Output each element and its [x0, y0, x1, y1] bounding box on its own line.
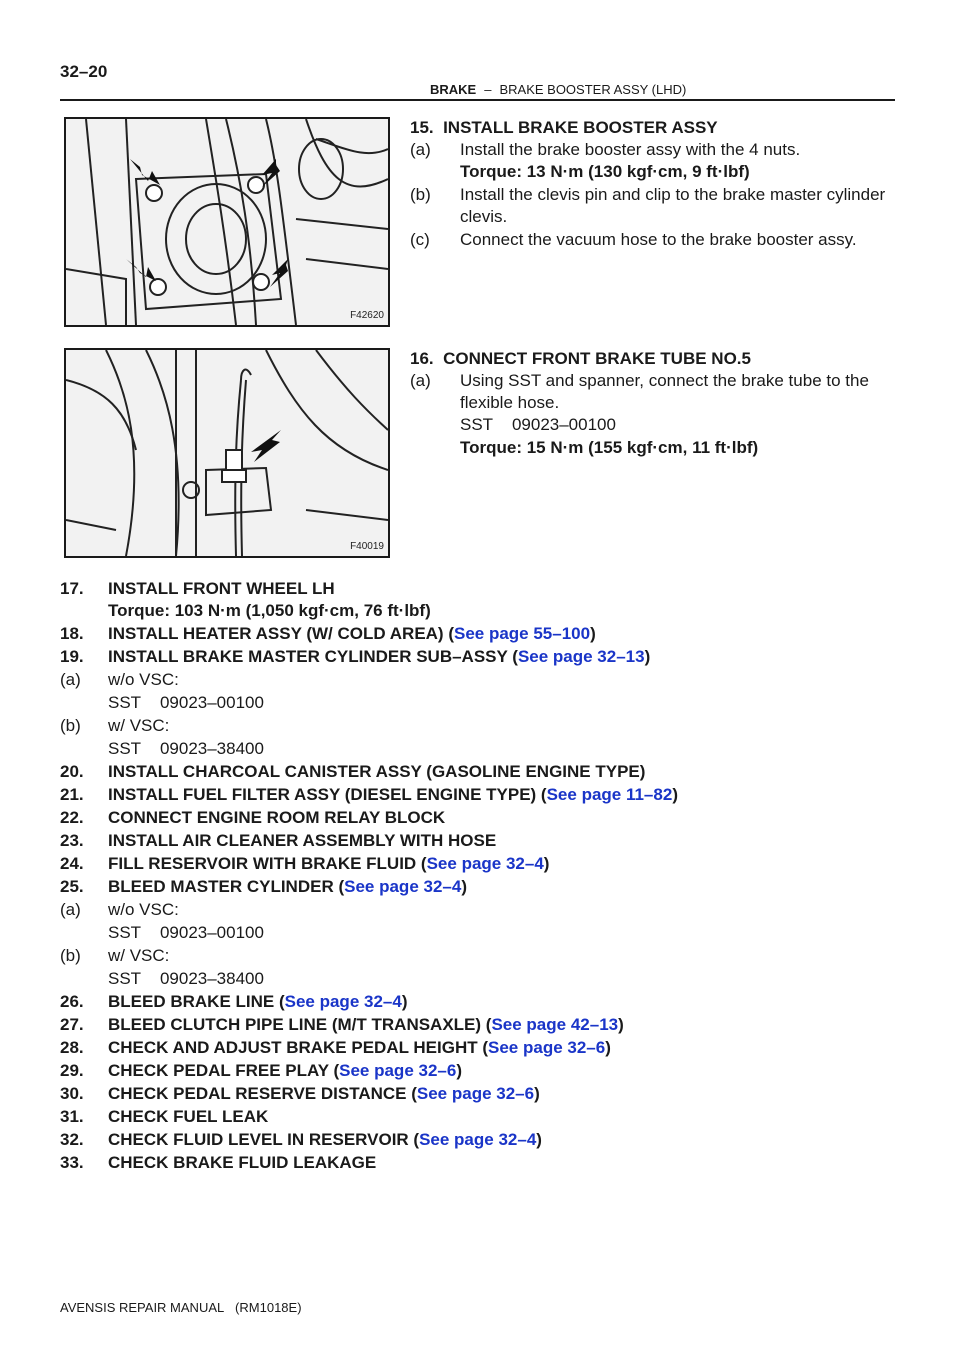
link-see-page-32-4[interactable]: See page 32–4: [344, 877, 462, 896]
link-see-page-42-13[interactable]: See page 42–13: [491, 1015, 619, 1034]
step-26: 26. BLEED BRAKE LINE (See page 32–4): [60, 992, 408, 1011]
step-16-title: 16. CONNECT FRONT BRAKE TUBE NO.5: [410, 349, 751, 368]
step-18: 18. INSTALL HEATER ASSY (W/ COLD AREA) (See page 55–100): [60, 624, 596, 643]
step-33: 33. CHECK BRAKE FLUID LEAKAGE: [60, 1153, 377, 1172]
step-17: 17. INSTALL FRONT WHEEL LH: [60, 579, 335, 598]
step-16a: (a) Using SST and spanner, connect the brake tube to the: [410, 371, 869, 390]
step-24: 24. FILL RESERVOIR WITH BRAKE FLUID (See page 32–4): [60, 854, 550, 873]
step-20: 20. INSTALL CHARCOAL CANISTER ASSY (GASOLINE ENGINE TYPE): [60, 762, 646, 781]
step-25b-sst: SST 09023–38400: [108, 969, 264, 988]
section-subtitle: BRAKE BOOSTER ASSY (LHD): [499, 82, 687, 97]
link-see-page-11-82[interactable]: See page 11–82: [546, 785, 673, 804]
step-31: 31. CHECK FUEL LEAK: [60, 1107, 269, 1126]
step-15a: (a) Install the brake booster assy with the 4 nuts.: [410, 140, 801, 159]
link-see-page-55-100[interactable]: See page 55–100: [453, 624, 591, 643]
figure-1-label: F42620: [350, 310, 384, 321]
footer-manual-title: AVENSIS REPAIR MANUAL (RM1018E): [60, 1300, 302, 1315]
link-see-page-32-6[interactable]: See page 32–6: [416, 1084, 535, 1103]
figure-brake-booster-nuts: [64, 117, 390, 327]
link-see-page-32-4[interactable]: See page 32–4: [419, 1130, 537, 1149]
step-30: 30. CHECK PEDAL RESERVE DISTANCE (See page 32–6): [60, 1084, 540, 1103]
section-category: BRAKE: [430, 82, 477, 97]
step-16a-sst: SST 09023–00100: [460, 415, 616, 434]
step-19: 19. INSTALL BRAKE MASTER CYLINDER SUB–ASSY (See page 32–13): [60, 647, 651, 666]
step-15b-cont: clevis.: [460, 207, 508, 226]
link-see-page-32-4[interactable]: See page 32–4: [426, 854, 544, 873]
step-16a-torque: Torque: 15 N·m (155 kgf·cm, 11 ft·lbf): [460, 438, 759, 457]
step-21: 21. INSTALL FUEL FILTER ASSY (DIESEL ENGINE TYPE) (See page 11–82): [60, 785, 678, 804]
step-32: 32. CHECK FLUID LEVEL IN RESERVOIR (See page 32–4): [60, 1130, 542, 1149]
figure-front-brake-tube: [64, 348, 390, 558]
figure-2-label: F40019: [350, 541, 384, 552]
link-see-page-32-13[interactable]: See page 32–13: [517, 647, 645, 666]
step-15b: (b) Install the clevis pin and clip to the brake master cylinder: [410, 185, 886, 204]
step-19b-sst: SST 09023–38400: [108, 739, 264, 758]
section-separator: –: [484, 82, 492, 97]
step-17-torque: Torque: 103 N·m (1,050 kgf·cm, 76 ft·lbf): [108, 601, 431, 620]
step-27: 27. BLEED CLUTCH PIPE LINE (M/T TRANSAXLE) (See page 42–13): [60, 1015, 624, 1034]
step-25: 25. BLEED MASTER CYLINDER (See page 32–4): [60, 877, 467, 896]
link-see-page-32-6[interactable]: See page 32–6: [339, 1061, 457, 1080]
step-15c: (c) Connect the vacuum hose to the brake booster assy.: [410, 230, 857, 249]
figure-1-drawing: [66, 119, 388, 325]
link-see-page-32-6[interactable]: See page 32–6: [488, 1038, 606, 1057]
figure-2-drawing: [66, 350, 388, 556]
step-25a: (a) w/o VSC:: [60, 900, 179, 919]
section-title: [430, 82, 686, 97]
step-29: 29. CHECK PEDAL FREE PLAY (See page 32–6): [60, 1061, 462, 1080]
step-19a-sst: SST 09023–00100: [108, 693, 264, 712]
link-see-page-32-4[interactable]: See page 32–4: [284, 992, 402, 1011]
step-25a-sst: SST 09023–00100: [108, 923, 264, 942]
step-16a-cont: flexible hose.: [460, 393, 560, 412]
step-15a-torque: Torque: 13 N·m (130 kgf·cm, 9 ft·lbf): [460, 162, 750, 181]
page-number: 32–20: [60, 62, 108, 81]
step-23: 23. INSTALL AIR CLEANER ASSEMBLY WITH HOSE: [60, 831, 497, 850]
step-28: 28. CHECK AND ADJUST BRAKE PEDAL HEIGHT (See page 32–6): [60, 1038, 611, 1057]
step-15-title: 15. INSTALL BRAKE BOOSTER ASSY: [410, 118, 718, 137]
step-19a: (a) w/o VSC:: [60, 670, 179, 689]
step-25b: (b) w/ VSC:: [60, 946, 170, 965]
step-19b: (b) w/ VSC:: [60, 716, 170, 735]
step-22: 22. CONNECT ENGINE ROOM RELAY BLOCK: [60, 808, 446, 827]
header-rule: [60, 99, 895, 101]
